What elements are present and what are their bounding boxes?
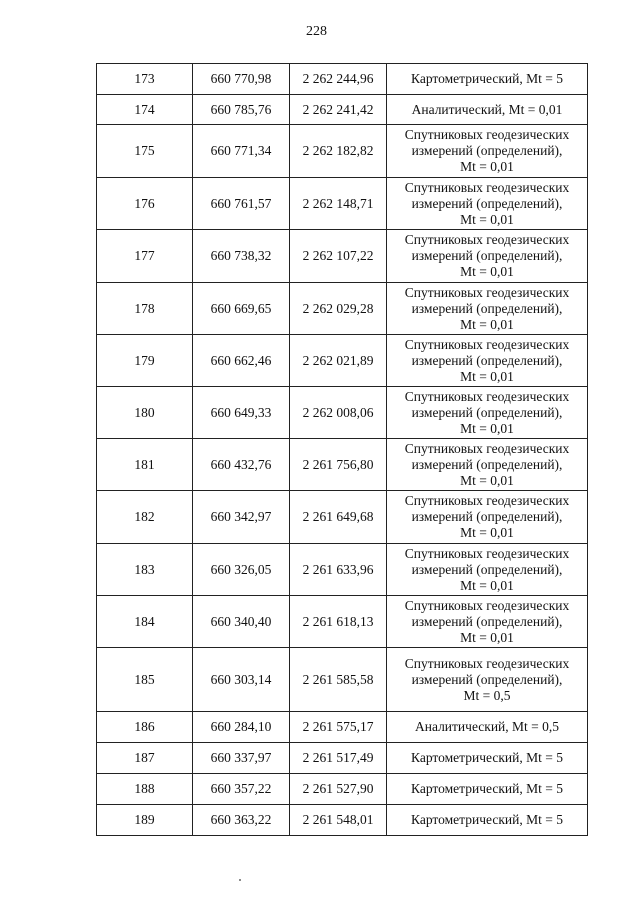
point-number-cell: 178 xyxy=(97,283,193,335)
point-number-cell: 173 xyxy=(97,64,193,95)
method-cell: Спутниковых геодезических измерений (определений), Mt = 0,01 xyxy=(387,178,588,230)
method-cell: Спутниковых геодезических измерений (определений), Mt = 0,01 xyxy=(387,544,588,596)
point-number-cell: 186 xyxy=(97,712,193,743)
x-coordinate-cell: 660 363,22 xyxy=(193,805,290,836)
method-cell: Спутниковых геодезических измерений (определений), Mt = 0,01 xyxy=(387,230,588,283)
y-coordinate-cell: 2 262 021,89 xyxy=(290,335,387,387)
method-cell: Спутниковых геодезических измерений (определений), Mt = 0,01 xyxy=(387,125,588,178)
method-cell: Картометрический, Mt = 5 xyxy=(387,64,588,95)
table-row xyxy=(97,596,588,648)
point-number-cell: 174 xyxy=(97,95,193,125)
table-row xyxy=(97,805,588,836)
table-row xyxy=(97,335,588,387)
y-coordinate-cell: 2 261 527,90 xyxy=(290,774,387,805)
y-coordinate-cell: 2 261 585,58 xyxy=(290,648,387,712)
table-row xyxy=(97,283,588,335)
x-coordinate-cell: 660 770,98 xyxy=(193,64,290,95)
y-coordinate-cell: 2 262 182,82 xyxy=(290,125,387,178)
x-coordinate-cell: 660 738,32 xyxy=(193,230,290,283)
table-row xyxy=(97,439,588,491)
y-coordinate-cell: 2 262 148,71 xyxy=(290,178,387,230)
page-number: 228 xyxy=(306,24,327,39)
table-row xyxy=(97,387,588,439)
y-coordinate-cell: 2 261 575,17 xyxy=(290,712,387,743)
method-cell: Аналитический, Mt = 0,01 xyxy=(387,95,588,125)
table-row xyxy=(97,774,588,805)
point-number-cell: 177 xyxy=(97,230,193,283)
point-number-cell: 180 xyxy=(97,387,193,439)
x-coordinate-cell: 660 662,46 xyxy=(193,335,290,387)
table-row xyxy=(97,648,588,712)
method-cell: Спутниковых геодезических измерений (определений), Mt = 0,01 xyxy=(387,491,588,544)
x-coordinate-cell: 660 432,76 xyxy=(193,439,290,491)
point-number-cell: 176 xyxy=(97,178,193,230)
method-cell: Спутниковых геодезических измерений (определений), Mt = 0,5 xyxy=(387,648,588,712)
x-coordinate-cell: 660 357,22 xyxy=(193,774,290,805)
x-coordinate-cell: 660 761,57 xyxy=(193,178,290,230)
y-coordinate-cell: 2 261 756,80 xyxy=(290,439,387,491)
point-number-cell: 185 xyxy=(97,648,193,712)
scan-speck xyxy=(239,879,241,881)
y-coordinate-cell: 2 262 029,28 xyxy=(290,283,387,335)
table-row xyxy=(97,491,588,544)
y-coordinate-cell: 2 262 241,42 xyxy=(290,95,387,125)
y-coordinate-cell: 2 261 548,01 xyxy=(290,805,387,836)
point-number-cell: 175 xyxy=(97,125,193,178)
point-number-cell: 183 xyxy=(97,544,193,596)
method-cell: Спутниковых геодезических измерений (определений), Mt = 0,01 xyxy=(387,596,588,648)
point-number-cell: 187 xyxy=(97,743,193,774)
table-row xyxy=(97,178,588,230)
method-cell: Картометрический, Mt = 5 xyxy=(387,805,588,836)
y-coordinate-cell: 2 262 244,96 xyxy=(290,64,387,95)
point-number-cell: 181 xyxy=(97,439,193,491)
table-row xyxy=(97,544,588,596)
table-row xyxy=(97,64,588,95)
x-coordinate-cell: 660 337,97 xyxy=(193,743,290,774)
method-cell: Картометрический, Mt = 5 xyxy=(387,743,588,774)
method-cell: Спутниковых геодезических измерений (определений), Mt = 0,01 xyxy=(387,387,588,439)
y-coordinate-cell: 2 262 008,06 xyxy=(290,387,387,439)
method-cell: Аналитический, Mt = 0,5 xyxy=(387,712,588,743)
x-coordinate-cell: 660 284,10 xyxy=(193,712,290,743)
point-number-cell: 184 xyxy=(97,596,193,648)
method-cell: Спутниковых геодезических измерений (определений), Mt = 0,01 xyxy=(387,283,588,335)
point-number-cell: 189 xyxy=(97,805,193,836)
table-row xyxy=(97,230,588,283)
method-cell: Спутниковых геодезических измерений (определений), Mt = 0,01 xyxy=(387,439,588,491)
table-row xyxy=(97,712,588,743)
table-row xyxy=(97,95,588,125)
point-number-cell: 188 xyxy=(97,774,193,805)
x-coordinate-cell: 660 340,40 xyxy=(193,596,290,648)
x-coordinate-cell: 660 303,14 xyxy=(193,648,290,712)
coordinates-table xyxy=(96,63,588,836)
point-number-cell: 179 xyxy=(97,335,193,387)
point-number-cell: 182 xyxy=(97,491,193,544)
x-coordinate-cell: 660 342,97 xyxy=(193,491,290,544)
table-row xyxy=(97,125,588,178)
x-coordinate-cell: 660 771,34 xyxy=(193,125,290,178)
y-coordinate-cell: 2 261 633,96 xyxy=(290,544,387,596)
method-cell: Спутниковых геодезических измерений (определений), Mt = 0,01 xyxy=(387,335,588,387)
table-row xyxy=(97,743,588,774)
x-coordinate-cell: 660 649,33 xyxy=(193,387,290,439)
y-coordinate-cell: 2 262 107,22 xyxy=(290,230,387,283)
x-coordinate-cell: 660 669,65 xyxy=(193,283,290,335)
x-coordinate-cell: 660 326,05 xyxy=(193,544,290,596)
y-coordinate-cell: 2 261 517,49 xyxy=(290,743,387,774)
y-coordinate-cell: 2 261 618,13 xyxy=(290,596,387,648)
x-coordinate-cell: 660 785,76 xyxy=(193,95,290,125)
y-coordinate-cell: 2 261 649,68 xyxy=(290,491,387,544)
method-cell: Картометрический, Mt = 5 xyxy=(387,774,588,805)
